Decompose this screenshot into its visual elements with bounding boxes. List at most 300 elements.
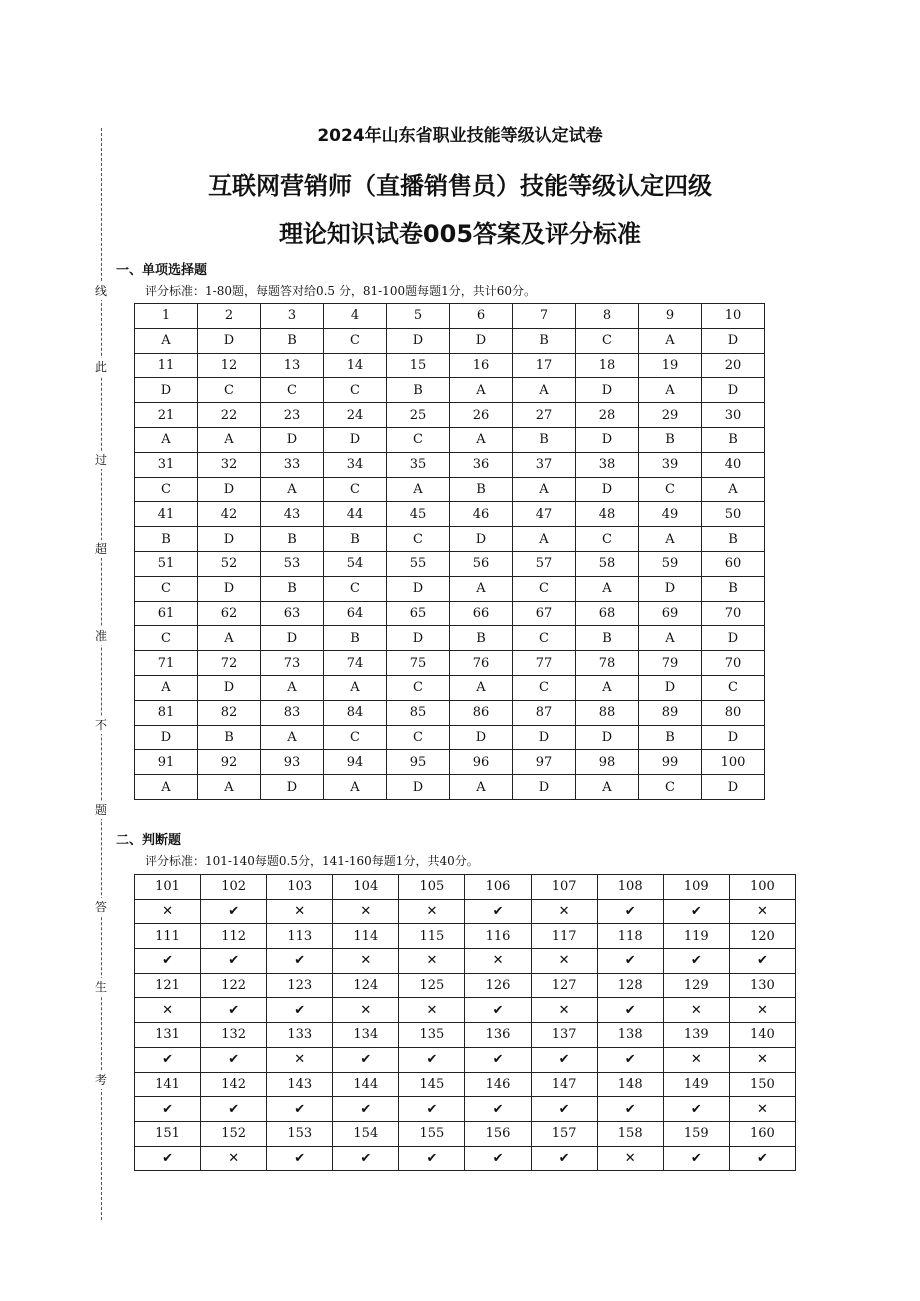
answer-cell: A [639, 378, 702, 403]
answer-cell: ✔ [333, 1146, 399, 1171]
answer-cell: A [198, 626, 261, 651]
answer-cell: B [450, 626, 513, 651]
answer-cell: A [450, 427, 513, 452]
answer-cell: A [135, 775, 198, 800]
question-number-cell: 4 [324, 304, 387, 329]
question-number-row [135, 924, 796, 949]
answer-cell: ✔ [663, 949, 729, 974]
answer-cell: D [639, 576, 702, 601]
question-number-cell: 42 [198, 502, 261, 527]
answer-cell: ✔ [135, 1097, 201, 1122]
question-number-cell: 27 [513, 403, 576, 428]
question-number-cell: 60 [702, 551, 765, 576]
question-number-cell: 117 [531, 924, 597, 949]
answer-cell: D [135, 725, 198, 750]
answer-cell: A [324, 775, 387, 800]
answer-cell: D [576, 427, 639, 452]
answer-cell: B [324, 527, 387, 552]
question-number-cell: 45 [387, 502, 450, 527]
question-number-cell: 107 [531, 875, 597, 900]
question-number-row [135, 403, 765, 428]
answer-row [135, 949, 796, 974]
question-number-cell: 78 [576, 651, 639, 676]
question-number-cell: 83 [261, 700, 324, 725]
answer-cell: ✕ [597, 1146, 663, 1171]
section1-heading: 一、单项选择题 [116, 263, 208, 278]
answer-cell: ✕ [729, 998, 795, 1023]
question-number-cell: 46 [450, 502, 513, 527]
answer-cell: A [135, 328, 198, 353]
answer-cell: ✔ [663, 1097, 729, 1122]
answer-row [135, 1146, 796, 1171]
question-number-cell: 108 [597, 875, 663, 900]
question-number-cell: 22 [198, 403, 261, 428]
question-number-cell: 47 [513, 502, 576, 527]
answer-cell: B [513, 427, 576, 452]
section1-scoring: 评分标准：1-80题，每题答对给0.5 分，81-100题每题1分，共计60分。 [145, 284, 536, 298]
answer-cell: D [387, 626, 450, 651]
answer-cell: D [702, 626, 765, 651]
question-number-cell: 102 [201, 875, 267, 900]
answer-cell: D [450, 527, 513, 552]
question-number-cell: 88 [576, 700, 639, 725]
answer-cell: C [639, 775, 702, 800]
answer-cell: A [702, 477, 765, 502]
answer-row [135, 1047, 796, 1072]
question-number-cell: 5 [387, 304, 450, 329]
section2-scoring: 评分标准：101-140每题0.5分，141-160每题1分，共40分。 [145, 854, 479, 868]
question-number-cell: 89 [639, 700, 702, 725]
answer-cell: ✔ [267, 949, 333, 974]
question-number-cell: 43 [261, 502, 324, 527]
question-number-cell: 153 [267, 1121, 333, 1146]
answer-cell: D [261, 427, 324, 452]
answer-cell: A [639, 527, 702, 552]
question-number-cell: 15 [387, 353, 450, 378]
answer-cell: A [387, 477, 450, 502]
question-number-cell: 17 [513, 353, 576, 378]
answer-cell: ✔ [663, 899, 729, 924]
question-number-cell: 123 [267, 973, 333, 998]
answer-cell: ✕ [267, 1047, 333, 1072]
question-number-cell: 136 [465, 1023, 531, 1048]
answer-cell: C [576, 328, 639, 353]
answer-cell: ✔ [201, 998, 267, 1023]
question-number-cell: 139 [663, 1023, 729, 1048]
question-number-cell: 29 [639, 403, 702, 428]
question-number-cell: 147 [531, 1072, 597, 1097]
answer-cell: C [324, 725, 387, 750]
question-number-cell: 68 [576, 601, 639, 626]
answer-cell: B [324, 626, 387, 651]
question-number-cell: 124 [333, 973, 399, 998]
answer-cell: ✕ [135, 998, 201, 1023]
question-number-cell: 34 [324, 452, 387, 477]
answer-cell: D [387, 576, 450, 601]
question-number-cell: 76 [450, 651, 513, 676]
question-number-cell: 24 [324, 403, 387, 428]
question-number-cell: 156 [465, 1121, 531, 1146]
exam-subtitle: 互联网营销师（直播销售员）技能等级认定四级 [208, 172, 712, 200]
question-number-cell: 142 [201, 1072, 267, 1097]
question-number-cell: 21 [135, 403, 198, 428]
question-number-cell: 20 [702, 353, 765, 378]
question-number-cell: 119 [663, 924, 729, 949]
answer-cell: B [387, 378, 450, 403]
answer-cell: A [450, 576, 513, 601]
answer-cell: B [639, 427, 702, 452]
answer-cell: D [702, 328, 765, 353]
question-number-cell: 86 [450, 700, 513, 725]
question-number-cell: 49 [639, 502, 702, 527]
answer-cell: D [198, 576, 261, 601]
question-number-cell: 65 [387, 601, 450, 626]
question-number-cell: 72 [198, 651, 261, 676]
question-number-cell: 112 [201, 924, 267, 949]
question-number-cell: 144 [333, 1072, 399, 1097]
answer-cell: D [324, 427, 387, 452]
answer-cell: ✕ [201, 1146, 267, 1171]
answer-cell: ✔ [201, 949, 267, 974]
question-number-row [135, 502, 765, 527]
answer-cell: D [261, 626, 324, 651]
true-false-answer-table [134, 874, 796, 1171]
question-number-cell: 61 [135, 601, 198, 626]
question-number-cell: 158 [597, 1121, 663, 1146]
margin-char: 此 [92, 358, 110, 376]
answer-cell: ✔ [135, 949, 201, 974]
answer-cell: B [513, 328, 576, 353]
margin-char: 超 [92, 540, 110, 558]
question-number-cell: 54 [324, 551, 387, 576]
question-number-row [135, 1121, 796, 1146]
answer-cell: C [387, 725, 450, 750]
answer-row [135, 1097, 796, 1122]
question-number-cell: 28 [576, 403, 639, 428]
question-number-cell: 92 [198, 750, 261, 775]
answer-cell: B [702, 576, 765, 601]
question-number-cell: 73 [261, 651, 324, 676]
question-number-cell: 101 [135, 875, 201, 900]
answer-cell: A [639, 626, 702, 651]
answer-cell: ✔ [729, 949, 795, 974]
question-number-cell: 6 [450, 304, 513, 329]
answer-row [135, 626, 765, 651]
question-number-cell: 19 [639, 353, 702, 378]
question-number-cell: 115 [399, 924, 465, 949]
question-number-cell: 12 [198, 353, 261, 378]
question-number-cell: 40 [702, 452, 765, 477]
question-number-cell: 122 [201, 973, 267, 998]
answer-cell: A [576, 675, 639, 700]
question-number-cell: 150 [729, 1072, 795, 1097]
question-number-cell: 50 [702, 502, 765, 527]
question-number-cell: 39 [639, 452, 702, 477]
question-number-cell: 7 [513, 304, 576, 329]
question-number-cell: 55 [387, 551, 450, 576]
question-number-cell: 138 [597, 1023, 663, 1048]
answer-row [135, 378, 765, 403]
question-number-cell: 1 [135, 304, 198, 329]
answer-cell: ✕ [729, 899, 795, 924]
question-number-cell: 57 [513, 551, 576, 576]
question-number-cell: 94 [324, 750, 387, 775]
answer-cell: C [324, 328, 387, 353]
question-number-cell: 96 [450, 750, 513, 775]
answer-cell: D [576, 725, 639, 750]
question-number-cell: 104 [333, 875, 399, 900]
answer-row [135, 998, 796, 1023]
answer-cell: ✕ [663, 1047, 729, 1072]
answer-cell: C [387, 427, 450, 452]
section2-heading: 二、判断题 [116, 833, 182, 848]
question-number-cell: 127 [531, 973, 597, 998]
answer-cell: ✕ [663, 998, 729, 1023]
question-number-cell: 137 [531, 1023, 597, 1048]
question-number-cell: 140 [729, 1023, 795, 1048]
answer-cell: ✔ [729, 1146, 795, 1171]
question-number-cell: 155 [399, 1121, 465, 1146]
answer-cell: B [450, 477, 513, 502]
question-number-cell: 160 [729, 1121, 795, 1146]
question-number-cell: 67 [513, 601, 576, 626]
question-number-cell: 111 [135, 924, 201, 949]
question-number-cell: 30 [702, 403, 765, 428]
question-number-cell: 13 [261, 353, 324, 378]
answer-cell: A [450, 775, 513, 800]
answer-cell: C [324, 378, 387, 403]
question-number-cell: 2 [198, 304, 261, 329]
question-number-cell: 145 [399, 1072, 465, 1097]
question-number-cell: 120 [729, 924, 795, 949]
answer-cell: D [198, 675, 261, 700]
answer-cell: B [702, 427, 765, 452]
question-number-cell: 56 [450, 551, 513, 576]
answer-cell: ✔ [267, 1146, 333, 1171]
question-number-cell: 77 [513, 651, 576, 676]
question-number-cell: 23 [261, 403, 324, 428]
margin-char: 生 [92, 978, 110, 996]
question-number-row [135, 452, 765, 477]
question-number-cell: 116 [465, 924, 531, 949]
question-number-cell: 35 [387, 452, 450, 477]
question-number-cell: 114 [333, 924, 399, 949]
answer-cell: D [261, 775, 324, 800]
question-number-cell: 9 [639, 304, 702, 329]
question-number-row [135, 700, 765, 725]
answer-cell: ✔ [465, 998, 531, 1023]
question-number-row [135, 651, 765, 676]
answer-cell: B [135, 527, 198, 552]
answer-cell: A [450, 675, 513, 700]
answer-cell: ✔ [135, 1047, 201, 1072]
question-number-cell: 33 [261, 452, 324, 477]
question-number-cell: 125 [399, 973, 465, 998]
question-number-cell: 134 [333, 1023, 399, 1048]
answer-row [135, 775, 765, 800]
question-number-cell: 87 [513, 700, 576, 725]
answer-cell: ✕ [399, 998, 465, 1023]
question-number-cell: 71 [135, 651, 198, 676]
answer-cell: ✔ [135, 1146, 201, 1171]
answer-cell: B [576, 626, 639, 651]
question-number-cell: 10 [702, 304, 765, 329]
answer-cell: C [261, 378, 324, 403]
answer-cell: C [324, 477, 387, 502]
answer-cell: B [261, 576, 324, 601]
question-number-cell: 109 [663, 875, 729, 900]
question-number-cell: 100 [729, 875, 795, 900]
answer-cell: A [450, 378, 513, 403]
answer-cell: ✔ [597, 1047, 663, 1072]
answer-cell: ✔ [267, 1097, 333, 1122]
answer-cell: A [261, 477, 324, 502]
margin-char: 题 [92, 801, 110, 819]
answer-cell: C [387, 527, 450, 552]
question-number-cell: 3 [261, 304, 324, 329]
answer-cell: ✔ [465, 899, 531, 924]
answer-cell: ✔ [201, 1047, 267, 1072]
answer-cell: C [324, 576, 387, 601]
answer-cell: A [198, 775, 261, 800]
answer-cell: A [198, 427, 261, 452]
question-number-cell: 149 [663, 1072, 729, 1097]
margin-char: 答 [92, 898, 110, 916]
question-number-cell: 25 [387, 403, 450, 428]
question-number-cell: 118 [597, 924, 663, 949]
answer-cell: D [702, 725, 765, 750]
question-number-cell: 143 [267, 1072, 333, 1097]
question-number-cell: 98 [576, 750, 639, 775]
margin-char: 考 [92, 1071, 110, 1089]
answer-cell: C [135, 576, 198, 601]
question-number-cell: 38 [576, 452, 639, 477]
answer-cell: B [261, 527, 324, 552]
question-number-cell: 105 [399, 875, 465, 900]
answer-cell: D [450, 725, 513, 750]
question-number-cell: 151 [135, 1121, 201, 1146]
answer-cell: ✔ [399, 1097, 465, 1122]
question-number-cell: 159 [663, 1121, 729, 1146]
answer-cell: ✔ [465, 1146, 531, 1171]
question-number-row [135, 973, 796, 998]
answer-cell: D [576, 378, 639, 403]
answer-cell: D [513, 775, 576, 800]
answer-key-title: 理论知识试卷005答案及评分标准 [278, 220, 642, 248]
question-number-cell: 141 [135, 1072, 201, 1097]
question-number-cell: 133 [267, 1023, 333, 1048]
question-number-row [135, 1072, 796, 1097]
answer-cell: D [387, 328, 450, 353]
question-number-cell: 113 [267, 924, 333, 949]
answer-row [135, 899, 796, 924]
answer-cell: ✔ [201, 1097, 267, 1122]
answer-cell: ✔ [465, 1047, 531, 1072]
question-number-cell: 66 [450, 601, 513, 626]
answer-cell: C [135, 626, 198, 651]
answer-cell: C [198, 378, 261, 403]
question-number-cell: 74 [324, 651, 387, 676]
question-number-cell: 121 [135, 973, 201, 998]
question-number-cell: 84 [324, 700, 387, 725]
answer-cell: ✔ [597, 949, 663, 974]
answer-cell: ✔ [399, 1047, 465, 1072]
question-number-cell: 132 [201, 1023, 267, 1048]
answer-cell: D [198, 328, 261, 353]
answer-cell: ✕ [531, 998, 597, 1023]
answer-cell: D [198, 527, 261, 552]
question-number-cell: 64 [324, 601, 387, 626]
question-number-cell: 152 [201, 1121, 267, 1146]
answer-row [135, 725, 765, 750]
question-number-cell: 31 [135, 452, 198, 477]
answer-row [135, 527, 765, 552]
question-number-cell: 14 [324, 353, 387, 378]
answer-row [135, 328, 765, 353]
question-number-cell: 103 [267, 875, 333, 900]
question-number-cell: 70 [702, 651, 765, 676]
answer-cell: ✕ [729, 1097, 795, 1122]
answer-cell: C [513, 675, 576, 700]
answer-cell: ✔ [663, 1146, 729, 1171]
answer-cell: ✕ [729, 1047, 795, 1072]
question-number-cell: 52 [198, 551, 261, 576]
question-number-cell: 130 [729, 973, 795, 998]
question-number-cell: 80 [702, 700, 765, 725]
answer-cell: ✔ [531, 1097, 597, 1122]
answer-cell: ✕ [531, 949, 597, 974]
question-number-cell: 93 [261, 750, 324, 775]
answer-cell: ✕ [267, 899, 333, 924]
question-number-cell: 79 [639, 651, 702, 676]
answer-cell: D [639, 675, 702, 700]
answer-cell: B [639, 725, 702, 750]
answer-cell: A [261, 675, 324, 700]
answer-cell: ✔ [333, 1097, 399, 1122]
answer-cell: D [387, 775, 450, 800]
answer-cell: A [576, 576, 639, 601]
answer-cell: A [324, 675, 387, 700]
question-number-cell: 44 [324, 502, 387, 527]
answer-cell: D [576, 477, 639, 502]
answer-cell: A [513, 477, 576, 502]
question-number-cell: 154 [333, 1121, 399, 1146]
margin-char: 过 [92, 451, 110, 469]
answer-cell: A [576, 775, 639, 800]
question-number-cell: 97 [513, 750, 576, 775]
question-number-cell: 8 [576, 304, 639, 329]
answer-cell: D [702, 378, 765, 403]
question-number-cell: 58 [576, 551, 639, 576]
answer-row [135, 576, 765, 601]
answer-cell: D [450, 328, 513, 353]
question-number-cell: 99 [639, 750, 702, 775]
answer-cell: ✔ [333, 1047, 399, 1072]
answer-cell: ✔ [531, 1146, 597, 1171]
question-number-cell: 16 [450, 353, 513, 378]
question-number-cell: 11 [135, 353, 198, 378]
answer-cell: ✔ [597, 899, 663, 924]
question-number-cell: 18 [576, 353, 639, 378]
question-number-cell: 48 [576, 502, 639, 527]
answer-cell: ✕ [333, 949, 399, 974]
question-number-row [135, 353, 765, 378]
question-number-cell: 51 [135, 551, 198, 576]
question-number-cell: 91 [135, 750, 198, 775]
answer-cell: ✔ [465, 1097, 531, 1122]
answer-cell: ✕ [135, 899, 201, 924]
answer-cell: C [702, 675, 765, 700]
